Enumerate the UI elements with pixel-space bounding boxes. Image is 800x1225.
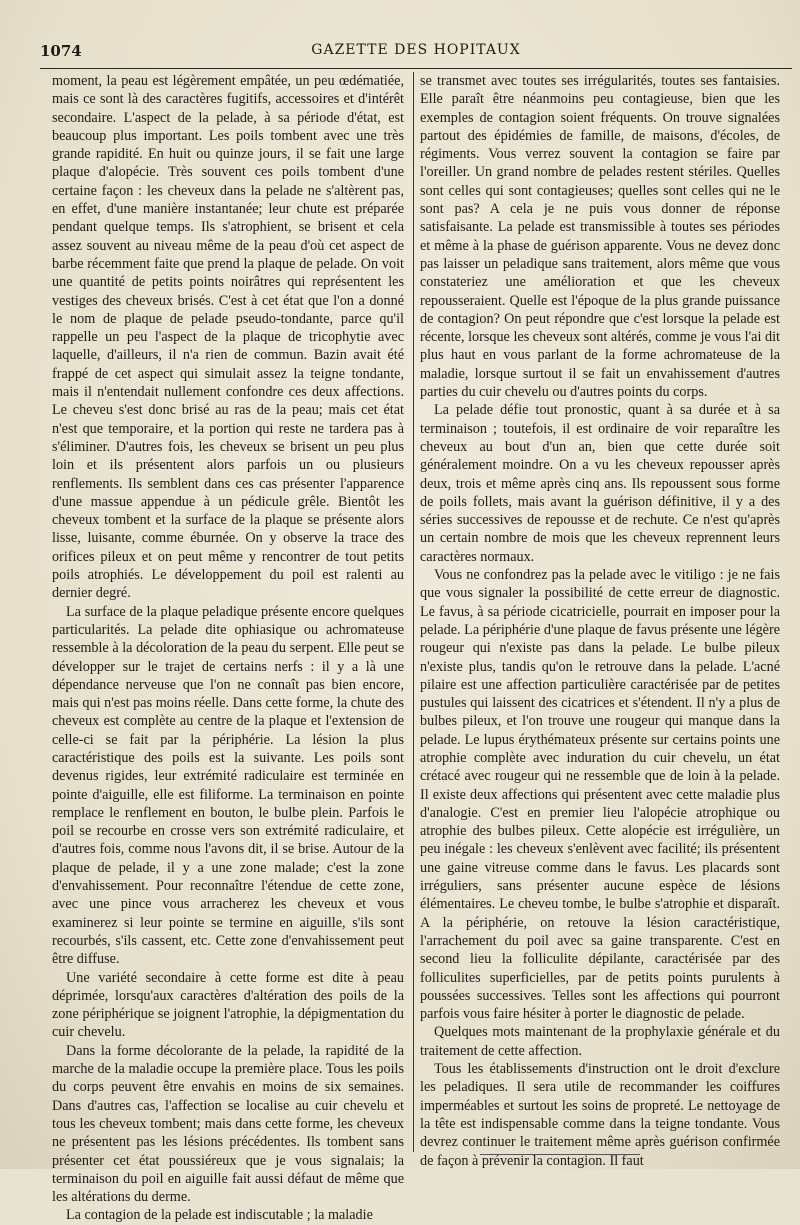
footer-rule [480,1154,640,1155]
paragraph: Vous ne confondrez pas la pelade avec le vitiligo : je ne fais que vous signaler la possibilité de cette erreur de diagnostic. Le favus, à sa période cicatricielle, pourrait en imposer pour la pelade. La périphérie d'une plaque de favus présente une légère rougeur qui n'existe pas dans la pelade. Le bulbe pileux n'existe plus, tandis qu'on le retrouve dans la pelade. L'acné pilaire est une affection particulière caractérisée par de petites pustules qui laissent des cicatrices et s'étendent. Il n'y a plus de bulbes pileux, et l'on trouve une rougeur qui manque dans la pelade. Le lupus érythémateux présente sur certains points une atrophie complète avec induration du cuir chevelu, un état crétacé avec rougeur qui ne ressemble que de loin à la pelade. Il existe deux affections qui présentent avec cette maladie plus d'analogie. C'est en premier lieu l'alopécie atrophique ou atrophie des bulbes pileux. Cette alopécie est irrégulière, un peu inégale : les cheveux s'enlèvent avec facilité; ils présentent une gaine vitreuse comme dans le favus. Les placards sont irréguliers, sans présenter aucune espèce de lésions élémentaires. Le cheveu tombe, le bulbe s'atrophie et disparaît. A la périphérie, on retouve la lésion caractéristique, l'arrachement du poil avec sa gaine transparente. C'est en second lieu la folliculite dépilante, caractérisée par des folliculites superficielles, par de petits points purulents à poussées successives. Telles sont les affections qui pourront parfois vous faire hésiter à porter le diagnostic de pelade. [420,567,780,1023]
column-divider [413,72,414,1152]
paragraph: Une variété secondaire à cette forme est dite à peau déprimée, lorsqu'aux caractères d'altération des poils de la zone périphérique se joignent l'atrophie, la dépigmentation du cuir chevelu. [52,969,404,1041]
paragraph: Dans la forme décolorante de la pelade, la rapidité de la marche de la maladie occupe la première place. Tous les poils du corps peuvent être envahis en moins de six semaines. Dans d'autres cas, l'affection se localise au cuir chevelu et tous les cheveux tombent; mais dans cette forme, les cheveux ne présentent pas les lésions précédentes. Ils tombent sans présenter cet état poussiéreux que je vous signalais; la terminaison du poil en aiguille fait aussi défaut de même que les altérations du derme. [52,1042,404,1206]
paragraph: moment, la peau est légèrement empâtée, un peu œdématiée, mais ce sont là des caractères fugitifs, accessoires et d'intérêt secondaire. L'aspect de la pelade, à sa période d'état, est beaucoup plus important. Les poils tombent avec une très grande rapidité. En huit ou quinze jours, il se fait une large plaque d'alopécie. Très souvent ces poils tombent d'une certaine façon : les cheveux dans la pelade ne s'altèrent pas, en effet, d'une manière instantanée; leur chute est préparée pendant quelque temps. Ils s'atrophient, se brisent et cela assez souvent au niveau même de la peau d'où cet aspect de barbe récemment faite que prend la plaque de pelade. On voit une quantité de petits points noirâtres qui représentent les vestiges des cheveux brisés. C'est à cet état que l'on a donné le nom de plaque de pelade pseudo-tondante, parce qu'il rappelle un peu l'aspect de la plaque de tricophytie avec laquelle, d'ailleurs, il n'a rien de commun. Bazin avait été frappé de cet aspect qui simulait assez la teigne tondante, mais il n'entendait nullement confondre ces deux affections. Le cheveu s'est donc brisé au ras de la peau; mais cet état n'est que temporaire, et la portion qui reste ne tardera pas à s'éliminer. D'autres fois, les cheveux se brisent un peu plus loin et ils présentent alors parfois un ou plusieurs renflements. Ils semblent dans ces cas présenter l'apparence d'une massue appendue à un pédicule grêle. Bientôt les cheveux tombent et la surface de la plaque se présente alors lisse, luisante, comme éburnée. On y observe la trace des orifices pileux et on peut même y rencontrer de tout petits poils atrophiés. Le développement du poil est ralenti au dernier degré. [52,73,404,602]
paragraph: La pelade défie tout pronostic, quant à sa durée et à sa terminaison ; toutefois, il est ordinaire de voir reparaître les cheveux au bout d'un an, bien que cette durée soit généralement moindre. On a vu les cheveux repousser après deux, trois et même après cinq ans. Ils repoussent sous forme de poils follets, mais avant la guérison définitive, il y a des séries successives de repousse et de rechute. Ce n'est qu'après un certain nombre de mois que les cheveux reprennent leurs caractères normaux. [420,402,780,565]
journal-title: GAZETTE DES HOPITAUX [311,42,521,58]
left-column [52,72,404,1224]
paragraph: La surface de la plaque peladique présente encore quelques particularités. La pelade dite ophiasique ou achromateuse ressemble à la décoloration de la peau du serpent. Elle peut se développer sur le trajet de certains nerfs : il y a là une dépendance nerveuse que l'on ne connaît pas bien encore, mais qui n'est pas moins réelle. Dans cette forme, la chute des cheveux est complète au centre de la plaque et l'extension de celle-ci se fait par la périphérie. La lésion la plus caractéristique des poils est la suivante. Les poils sont devenus rigides, leur extrémité radiculaire est terminée en pointe d'aiguille, elle est filiforme. La terminaison en pointe remplace le renflement en bouton, le bulbe plein. Parfois le poil se recourbe en crosse vers son extrémité radiculaire, et d'autres fois, comme nous l'avons dit, il se brise. Autour de la plaque de pelade, il y a une zone malade; c'est la zone d'envahissement. Pour reconnaître l'étendue de cette zone, avec une pince vous arracherez les cheveux et vous examinerez si leur pointe se termine en aiguille, s'ils sont recourbés, s'ils cassent, etc. Cette zone d'envahissement peut être diffuse. [52,603,404,968]
page-number: 1074 [40,42,82,60]
page-header [40,40,792,64]
paragraph: se transmet avec toutes ses irrégularités, toutes ses fantaisies. Elle paraît être néanmoins peu contagieuse, bien que les exemples de contagion soient fréquents. On trouve signalées partout des épidémies de famille, de maisons, d'écoles, de régiments. Vous verrez souvent la contagion se faire par l'oreiller. Un grand nombre de pelades restent stériles. Quelles sont celles qui sont contagieuses; quelles sont celles qui ne le sont pas? A cela je ne puis vous donner de réponse satisfaisante. La pelade est transmissible à toutes ses périodes et même à la phase de guérison apparente. Vous ne devez donc pas laisser un peladique sans traitement, alors même que vous constateriez une amélioration et que les cheveux repousseraient. Quelle est l'époque de la plus grande puissance de contagion? On peut répondre que c'est lorsque la pelade est récente, lorsque les cheveux sont altérés, comme je vous l'ai dit plus haut en vous parlant de la forme achromateuse de la maladie, lorsque surtout il se fait un envahissement d'autres parties du cuir chevelu ou d'autres points du corps. [420,73,780,401]
paragraph: La contagion de la pelade est indiscutable ; la maladie [66,1207,373,1224]
header-rule [40,68,792,69]
right-column [420,72,780,1169]
paragraph: Quelques mots maintenant de la prophylaxie générale et du traitement de cette affection. [420,1024,780,1059]
paragraph: Tous les établissements d'instruction ont le droit d'exclure les peladiques. Il sera utile de recommander les coiffures imperméables et surtout les soins de propreté. Le nettoyage de la tête est indispensable comme dans la teigne tondante. Vous devrez continuer le traitement même après guérison confirmée de façon à prévenir la contagion. Il faut [420,1061,780,1169]
